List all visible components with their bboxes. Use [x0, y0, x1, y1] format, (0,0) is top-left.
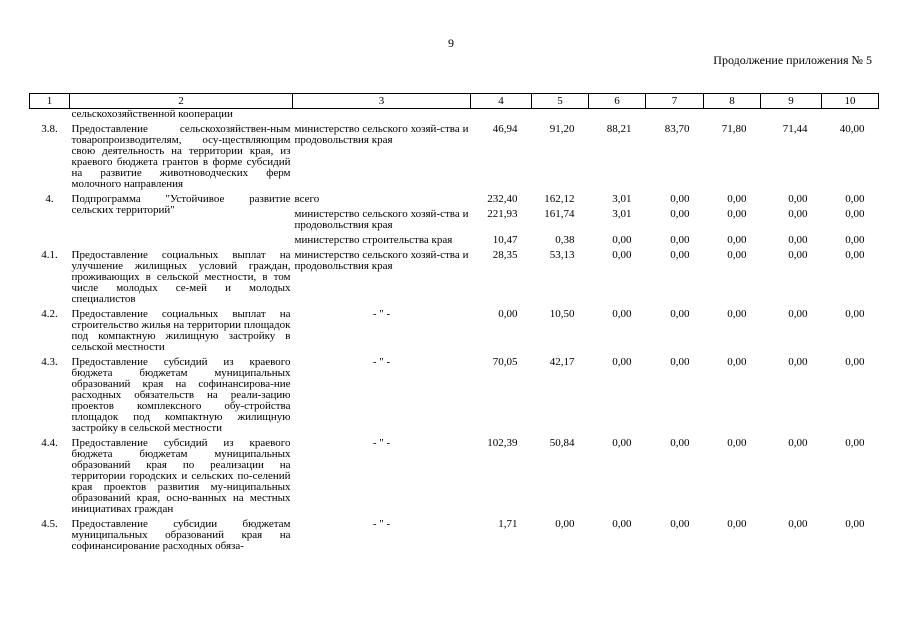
- row-description: Предоставление сельскохозяйствен-ным товаропроизводителям, осу-ществляющим свою деятельность на территории края, из краевого бюджета грантов в форме субсидий на развитие животноводческих ферм молочного направления: [71, 123, 291, 190]
- value-cell: 0,00: [670, 208, 690, 220]
- value-cell: 0,00: [612, 356, 632, 368]
- col-header-3: 3: [293, 94, 471, 109]
- value-cell: 161,74: [544, 208, 575, 220]
- value-cell: 0,00: [612, 437, 632, 449]
- row-number: 4.3.: [41, 356, 58, 368]
- value-cell: 0,00: [727, 518, 747, 530]
- row-number: 4.1.: [41, 249, 58, 261]
- row-number: 4.: [45, 193, 54, 205]
- value-cell: 70,05: [492, 356, 518, 368]
- appendix-continuation-label: Продолжение приложения № 5: [713, 53, 872, 67]
- value-cell: 0,38: [555, 234, 575, 246]
- row-number: 4.5.: [41, 518, 58, 530]
- value-cell: 0,00: [670, 518, 690, 530]
- value-cell: 0,00: [727, 437, 747, 449]
- value-cell: 0,00: [498, 308, 518, 320]
- row-organization-ditto: - " -: [372, 356, 391, 368]
- value-cell: 0,00: [845, 249, 865, 261]
- row-number: 3.8.: [41, 123, 58, 135]
- header-row: [30, 94, 879, 109]
- appendix-table: [29, 93, 879, 552]
- value-cell: 0,00: [845, 437, 865, 449]
- value-cell: 0,00: [727, 249, 747, 261]
- value-cell: 0,00: [670, 308, 690, 320]
- row-description: Предоставление социальных выплат на строительство жилья на территории площадок под компактную жилищную застройку в сельской местности: [71, 308, 291, 353]
- page-number: 9: [448, 36, 454, 50]
- value-cell: 0,00: [727, 234, 747, 246]
- row-description: Предоставление субсидии бюджетам муниципальных образований края на софинансирование расходных обяза-: [71, 518, 291, 552]
- value-cell: 0,00: [670, 193, 690, 205]
- table-row-continued: [30, 109, 879, 121]
- value-cell: 0,00: [727, 193, 747, 205]
- value-cell: 3,01: [612, 208, 632, 220]
- value-cell: 0,00: [670, 234, 690, 246]
- value-cell: 50,84: [549, 437, 575, 449]
- value-cell: 0,00: [612, 249, 632, 261]
- value-cell: 88,21: [606, 123, 632, 135]
- value-cell: 53,13: [549, 249, 575, 261]
- row-organization: министерство строительства края: [294, 234, 453, 246]
- value-cell: 0,00: [788, 356, 808, 368]
- col-header-10: 10: [822, 94, 879, 109]
- value-cell: 0,00: [845, 208, 865, 220]
- value-cell: 3,01: [612, 193, 632, 205]
- value-cell: 1,71: [498, 518, 518, 530]
- row-organization: всего: [294, 193, 320, 205]
- value-cell: 0,00: [788, 249, 808, 261]
- row-organization: министерство сельского хозяй-ства и продовольствия края: [294, 249, 469, 272]
- value-cell: 0,00: [727, 208, 747, 220]
- value-cell: 0,00: [788, 208, 808, 220]
- value-cell: 0,00: [612, 518, 632, 530]
- row-organization-ditto: - " -: [372, 518, 391, 530]
- row-description: Предоставление субсидий из краевого бюджета бюджетам муниципальных образований края по реализации на территории городских и сельских по-селений края проектов развития му-ниципальных образований края, осно-ванных на местных инициативах граждан: [71, 437, 291, 515]
- table-row-4-2: [30, 305, 879, 353]
- value-cell: 0,00: [670, 249, 690, 261]
- value-cell: 91,20: [549, 123, 575, 135]
- value-cell: 221,93: [487, 208, 518, 220]
- col-header-1: 1: [30, 94, 70, 109]
- value-cell: 0,00: [845, 356, 865, 368]
- value-cell: 0,00: [788, 308, 808, 320]
- row-number: 4.2.: [41, 308, 58, 320]
- value-cell: 83,70: [664, 123, 690, 135]
- value-cell: 46,94: [492, 123, 518, 135]
- value-cell: 0,00: [788, 518, 808, 530]
- col-header-7: 7: [646, 94, 704, 109]
- value-cell: 0,00: [845, 234, 865, 246]
- table-row-4-3: [30, 353, 879, 434]
- value-cell: 0,00: [788, 437, 808, 449]
- value-cell: 162,12: [544, 193, 575, 205]
- row-organization-ditto: - " -: [372, 437, 391, 449]
- value-cell: 0,00: [845, 308, 865, 320]
- value-cell: 0,00: [845, 518, 865, 530]
- col-header-4: 4: [471, 94, 532, 109]
- value-cell: 0,00: [670, 356, 690, 368]
- value-cell: 0,00: [555, 518, 575, 530]
- value-cell: 0,00: [670, 437, 690, 449]
- row-description: Подпрограмма "Устойчивое развитие сельских территорий": [71, 193, 291, 216]
- col-header-5: 5: [532, 94, 589, 109]
- table-row-3-8: [30, 120, 879, 190]
- value-cell: 10,47: [492, 234, 518, 246]
- value-cell: 40,00: [839, 123, 865, 135]
- table-row-4: [30, 190, 879, 205]
- value-cell: 10,50: [549, 308, 575, 320]
- value-cell: 232,40: [487, 193, 518, 205]
- col-header-6: 6: [589, 94, 646, 109]
- value-cell: 71,44: [782, 123, 808, 135]
- row-description: Предоставление социальных выплат на улучшение жилищных условий граждан, проживающих в сельской местности, в том числе молодых се-мей и молодых специалистов: [71, 249, 291, 305]
- value-cell: 0,00: [612, 234, 632, 246]
- row-organization: министерство сельского хозяй-ства и продовольствия края: [294, 123, 469, 146]
- table-row-4-4: [30, 434, 879, 515]
- table-row-4-5: [30, 515, 879, 552]
- value-cell: 0,00: [845, 193, 865, 205]
- value-cell: 102,39: [487, 437, 518, 449]
- value-cell: 0,00: [788, 234, 808, 246]
- row-number: 4.4.: [41, 437, 58, 449]
- table-row-4-1: [30, 246, 879, 305]
- value-cell: 0,00: [788, 193, 808, 205]
- value-cell: 28,35: [492, 249, 518, 261]
- value-cell: 0,00: [727, 356, 747, 368]
- row-description: Предоставление субсидий из краевого бюджета бюджетам муниципальных образований края на софинансирова-ние расходных обязательств на реали-зацию проектов комплексного обу-стройства площадок под компактную жилищную застройку в сельской местности: [71, 356, 291, 434]
- value-cell: 0,00: [727, 308, 747, 320]
- col-header-2: 2: [70, 94, 293, 109]
- value-cell: 0,00: [612, 308, 632, 320]
- row-organization: министерство сельского хозяй-ства и продовольствия края: [294, 208, 469, 231]
- value-cell: 42,17: [549, 356, 575, 368]
- col-header-9: 9: [761, 94, 822, 109]
- col-header-8: 8: [704, 94, 761, 109]
- row-organization-ditto: - " -: [372, 308, 391, 320]
- value-cell: 71,80: [721, 123, 747, 135]
- row-description: сельскохозяйственной кооперации: [71, 108, 233, 120]
